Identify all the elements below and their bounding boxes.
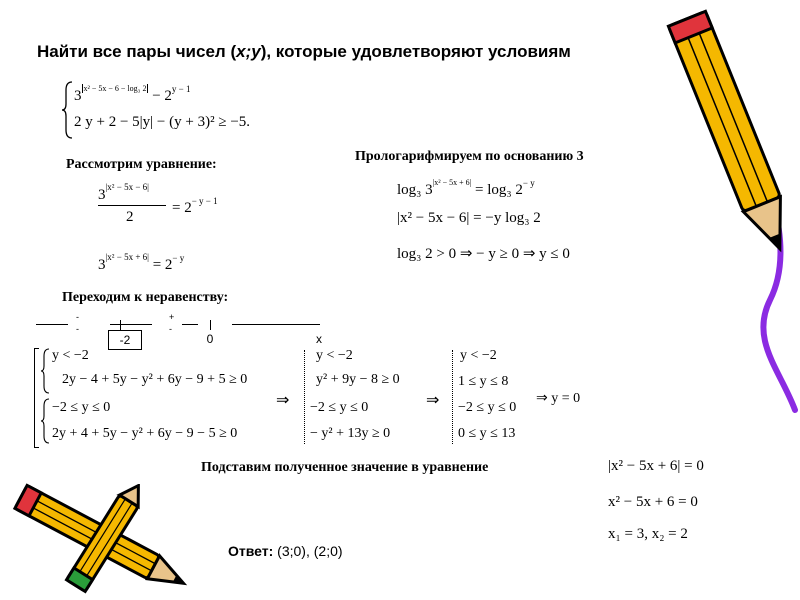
log-line2: |x² − 5x − 6| = −y log₃ 2 <box>397 210 541 226</box>
original-system <box>62 80 302 140</box>
number-line-seg-2 <box>110 324 152 325</box>
substitute-eq1: |x² − 5x + 6| = 0 <box>608 458 704 474</box>
sys2-line4: − y² + 13y ≥ 0 <box>310 426 391 441</box>
substitute-heading: Подставим полученное значение в уравнение <box>201 460 489 475</box>
log-line1-rhs: = log₃ 2 <box>475 182 523 198</box>
system-brace <box>62 80 74 140</box>
sys1-line3: −2 ≤ y ≤ 0 <box>52 400 111 415</box>
consider-frac-num <box>98 182 149 204</box>
answer-label: Ответ: <box>228 543 274 559</box>
line2-base: 3 <box>98 257 106 273</box>
log-heading: Прологарифмируем по основанию 3 <box>355 149 584 164</box>
inequality-systems <box>34 346 594 450</box>
axis-label-x: x <box>316 332 322 346</box>
tick-0 <box>210 320 211 330</box>
sign-minus-1: - <box>76 312 79 322</box>
sys3-line4: 0 ≤ y ≤ 13 <box>458 426 516 441</box>
sign-minus-2: - <box>169 324 172 334</box>
answer <box>228 543 343 559</box>
log-line1 <box>397 178 535 199</box>
log-line1-exp: |x² − 5x + 6| <box>432 178 472 187</box>
system-eq1-exp: x² − 5x − 6 − log₃ 2 <box>83 84 147 93</box>
title-before: Найти все пары чисел ( <box>37 42 237 61</box>
substitute-eq3: x₁ = 3, x₂ = 2 <box>608 526 688 542</box>
log-line1-lhs: log₃ 3 <box>397 182 433 198</box>
frac-num-exp: |x² − 5x − 6| <box>105 182 149 192</box>
consider-frac-den: 2 <box>126 209 134 225</box>
fraction-bar <box>98 205 166 206</box>
substitute-eq2: x² − 5x + 6 = 0 <box>608 494 698 510</box>
sys2-line2: y² + 9y − 8 ≥ 0 <box>316 372 400 387</box>
log-equations <box>397 172 637 272</box>
bracket-col3 <box>452 350 457 444</box>
consider-heading: Рассмотрим уравнение: <box>66 157 217 172</box>
brace-2 <box>40 398 50 444</box>
pencil-icon <box>40 484 170 594</box>
bracket-col2 <box>304 350 309 444</box>
sys1-line4: 2y + 4 + 5y − y² + 6y − 9 − 5 ≥ 0 <box>52 426 238 441</box>
number-line-seg-3 <box>182 324 198 325</box>
line2-rhs: = 2 <box>152 257 173 273</box>
sys2-line1: y < −2 <box>316 348 353 363</box>
log-line3: log₃ 2 > 0 ⇒ − y ≥ 0 ⇒ y ≤ 0 <box>397 246 570 262</box>
inequality-heading: Переходим к неравенству: <box>62 290 229 305</box>
log-line1-rhs-exp: − y <box>522 178 535 188</box>
sys3-line3: −2 ≤ y ≤ 0 <box>458 400 517 415</box>
arrow-2: ⇒ <box>426 392 440 409</box>
title-vars: x;y <box>236 42 261 61</box>
sys3-line2: 1 ≤ y ≤ 8 <box>458 374 509 389</box>
consider-line2 <box>98 252 184 274</box>
system-eq1-rhs: − 2 <box>152 88 172 104</box>
brace-1 <box>40 348 50 394</box>
number-line <box>36 312 336 348</box>
line2-exp: |x² − 5x + 6| <box>105 252 149 262</box>
system-eq1-rhs-exp: y − 1 <box>171 84 191 94</box>
sys2-line3: −2 ≤ y ≤ 0 <box>310 400 369 415</box>
answer-value: (3;0), (2;0) <box>273 543 343 559</box>
page-title <box>37 42 571 62</box>
system-eq1-base: 3 <box>74 88 82 104</box>
point-box-minus-2: -2 <box>108 330 142 350</box>
outer-bracket <box>34 348 39 448</box>
number-line-seg-4 <box>232 324 320 325</box>
title-after: ), которые удовлетворяют условиям <box>260 42 571 61</box>
sign-plus: + <box>169 312 175 322</box>
sys1-line1: y < −2 <box>52 348 89 363</box>
tick-minus-2 <box>120 320 121 330</box>
systems-result: ⇒ y = 0 <box>536 391 581 406</box>
sign-minus-1b: - <box>76 324 79 334</box>
pencil-icon <box>630 0 800 420</box>
line2-rhs-exp: − y <box>172 253 185 263</box>
consider-equations <box>98 178 248 278</box>
frac-num-base: 3 <box>98 187 106 203</box>
arrow-1: ⇒ <box>276 392 290 409</box>
consider-frac-rhs <box>172 196 218 217</box>
frac-rhs: = 2 <box>172 200 192 216</box>
point-label-0: 0 <box>206 332 214 346</box>
frac-rhs-exp: − y − 1 <box>191 196 218 206</box>
sys3-line1: y < −2 <box>460 348 497 363</box>
system-eq2: 2 y + 2 − 5|y| − (y + 3)² ≥ −5. <box>74 114 251 130</box>
sys1-line2: 2y − 4 + 5y − y² + 6y − 9 + 5 ≥ 0 <box>62 372 248 387</box>
system-eq1 <box>74 84 191 105</box>
number-line-seg-1 <box>36 324 68 325</box>
